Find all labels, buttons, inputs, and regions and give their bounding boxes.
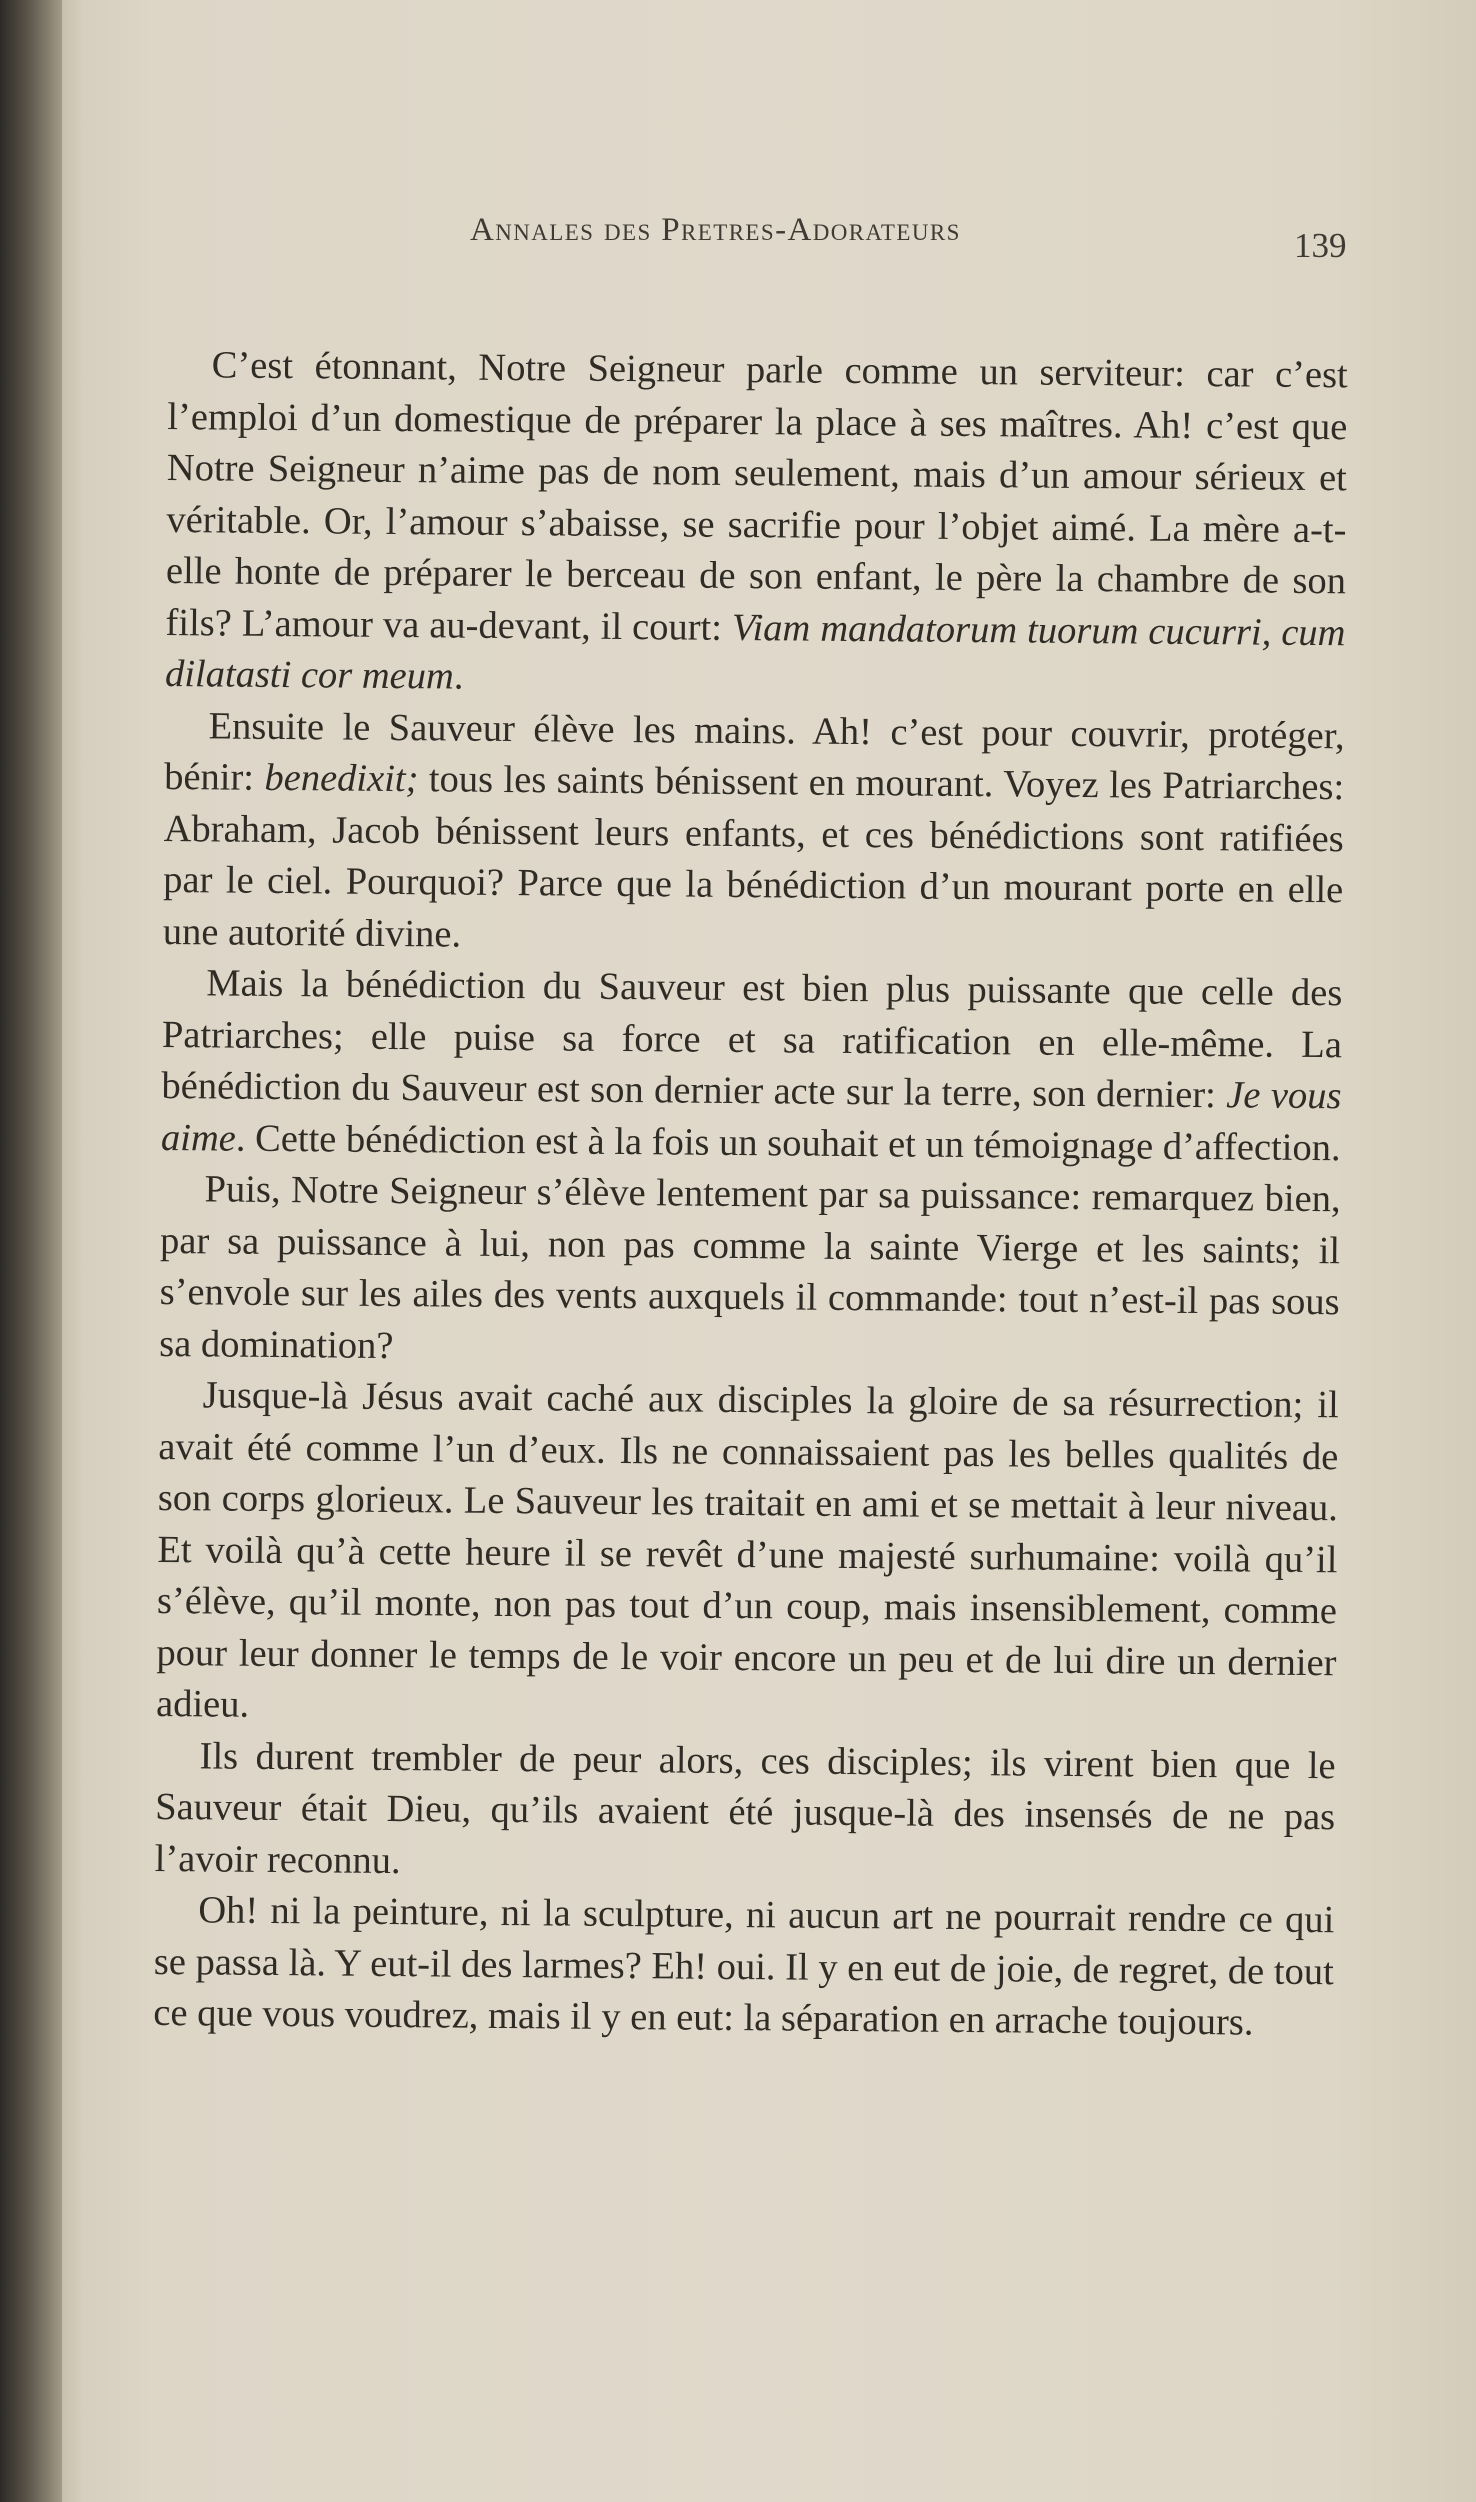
text-run: Mais la bénédiction du Sauveur est bien plus puissante que celle des Patriarches; elle puise sa force et sa ratification en elle-même. La bénédiction du Sauveur est son dernier acte sur la terre, son dernier: — [161, 962, 1343, 1117]
paragraph — [159, 1164, 1341, 1380]
latin-quote: Viam mandatorum tuorum cucurri, cum dilatasti cor meum — [164, 606, 1346, 698]
text-run: Jusque-là Jésus avait caché aux disciples la gloire de sa résurrection; il avait été comme l’un d’eux. Ils ne connaissaient pas les belles qualités de son corps glorieux. Le Sauveur les traitait en ami et se mettait à leur niveau. Et voilà qu’à cette heure il se revêt d’une majesté surhumaine: voilà qu’il s’élève, qu’il monte, non pas tout d’un coup, mais insensiblement, comme pour leur donner le temps de le voir encore un peu et de lui dire un dernier adieu. — [155, 1374, 1339, 1726]
text-run: Puis, Notre Seigneur s’élève lentement par sa puissance: remarquez bien, par sa puissance à lui, non pas comme la sainte Vierge et les saints; il s’envole sur les ailes des vents auxquels il commande: tout n’est-il pas sous sa domination? — [159, 1168, 1341, 1367]
paragraph — [165, 340, 1348, 711]
italic-phrase: Je vous aime — [160, 1074, 1342, 1160]
paragraph — [155, 1730, 1336, 1895]
text-run: . — [453, 655, 464, 698]
body-text — [153, 340, 1348, 2050]
paragraph — [153, 1885, 1334, 2050]
text-run: Ils durent trembler de peur alors, ces disciples; ils virent bien que le Sauveur était Dieu, qu’ils avaient été jusque-là des insensés de ne pas l’avoir reconnu. — [154, 1734, 1336, 1882]
running-head: Annales des Pretres-Adorateurs — [470, 212, 961, 248]
text-run: . Cette bénédiction est à la fois un souhait et un témoignage d’affection. — [235, 1117, 1341, 1169]
text-run: C’est étonnant, Notre Seigneur parle comme un serviteur: car c’est l’emploi d’un domestique de préparer la place à ses maîtres. Ah! c’est que Notre Seigneur n’aime pas de nom seulement, mais d’un amour sérieux et véritable. Or, l’amour s’abaisse, se sacrifie pour l’objet aimé. La mère a-t-elle honte de préparer le berceau de son enfant, le père la chambre de son fils? L’amour va au-devant, il court: — [165, 344, 1348, 649]
latin-word: benedixit; — [264, 756, 419, 801]
text-run: Oh! ni la peinture, ni la sculpture, ni aucun art ne pourrait rendre ce qui se passa là. Y eut-il des larmes? Eh! oui. Il y en eut de joie, de regret, de tout ce que vous voudrez, mais il y en eut: la séparation en arrache toujours. — [153, 1889, 1335, 2044]
paragraph — [156, 1370, 1339, 1741]
text-run: Ensuite le Sauveur élève les mains. Ah! c’est pour couvrir, protéger, bénir: — [164, 704, 1345, 799]
paragraph — [163, 700, 1345, 968]
book-gutter — [0, 0, 62, 2502]
text-run: tous les saints bénissent en mourant. Voyez les Patriarches: Abraham, Jacob bénissent leurs enfants, et ces bénédictions sont ratifiées par le ciel. Pourquoi? Parce que la bénédiction d’un mourant porte en elle une autorité divine. — [162, 758, 1345, 956]
paragraph — [161, 958, 1343, 1174]
page-number: 139 — [1294, 226, 1347, 265]
